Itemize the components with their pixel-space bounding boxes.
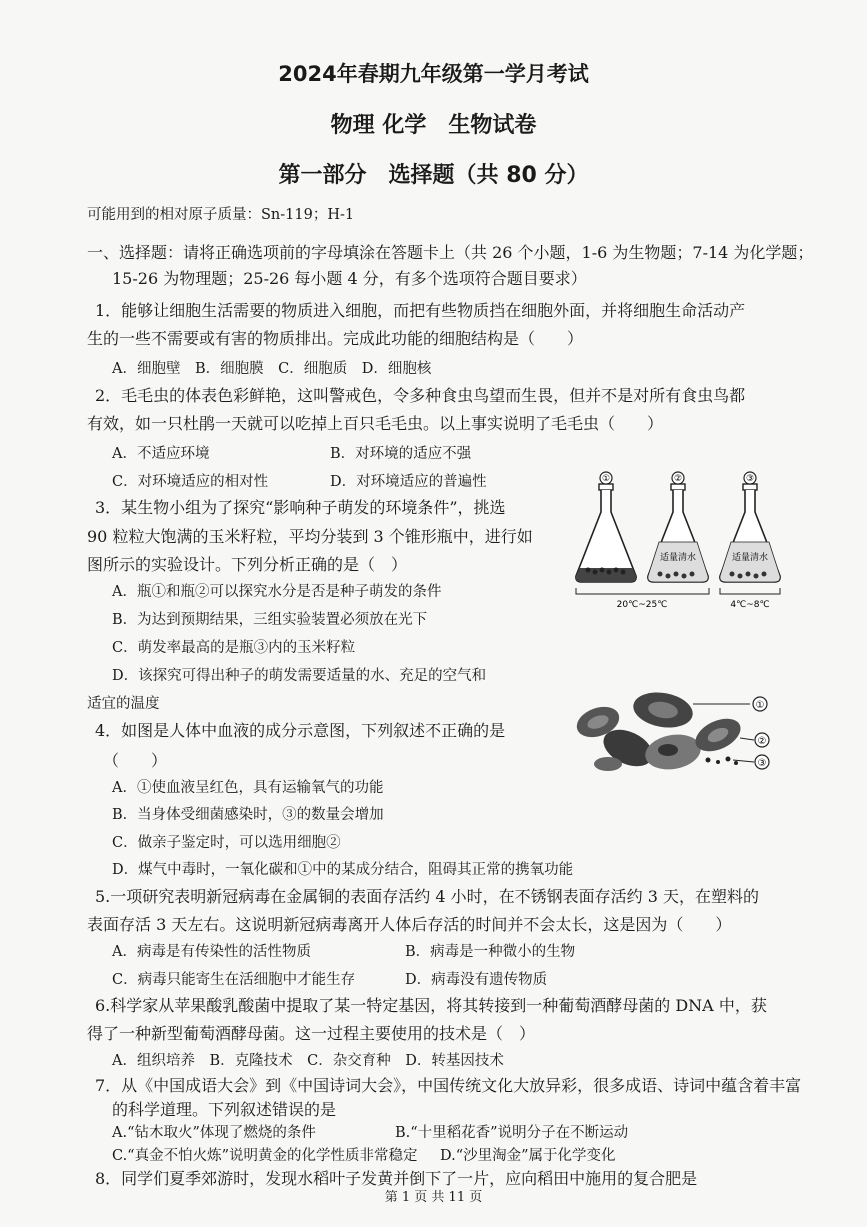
blood-label-3: ③ bbox=[757, 758, 767, 769]
q1-options: A．细胞壁 B．细胞膜 C．细胞质 D．细胞核 bbox=[112, 361, 432, 377]
q5-stem-line2: 表面存活 3 天左右。这说明新冠病毒离开人体后存活的时间并不会太长，这是因为（ ） bbox=[87, 915, 732, 934]
q3-option-d-line2: 适宜的温度 bbox=[87, 696, 160, 712]
blood-label-1: ① bbox=[755, 700, 765, 711]
temperature-bracket-left bbox=[576, 588, 709, 594]
q3-stem-line2: 90 粒粒大饱满的玉米籽粒，平均分装到 3 个锥形瓶中，进行如 bbox=[87, 527, 533, 546]
q2-option-b: B．对环境的适应不强 bbox=[330, 446, 472, 462]
q6-stem-line2: 得了一种新型葡萄酒酵母菌。这一过程主要使用的技术是（ ） bbox=[87, 1024, 536, 1043]
q1-stem-line2: 生的一些不需要或有害的物质排出。完成此功能的细胞结构是（ ） bbox=[87, 329, 584, 348]
blood-cells-figure bbox=[568, 680, 783, 780]
instructions-line2: 15-26 为物理题；25-26 每小题 4 分，有多个选项符合题目要求） bbox=[112, 269, 587, 288]
q7-option-d: D.“沙里淘金”属于化学变化 bbox=[440, 1148, 616, 1164]
q3-option-b: B．为达到预期结果，三组实验装置必须放在光下 bbox=[112, 612, 428, 628]
q6-stem-line1: 6.科学家从苹果酸乳酸菌中提取了某一特定基因，将其转接到一种葡萄酒酵母菌的 DNA 中，获 bbox=[95, 996, 767, 1015]
flask-2 bbox=[648, 472, 708, 582]
q8-stem-line1: 8．同学们夏季郊游时，发现水稻叶子发黄并倒下了一片，应向稻田中施用的复合肥是 bbox=[95, 1169, 698, 1188]
q6-options: A．组织培养 B．克隆技术 C．杂交育种 D．转基因技术 bbox=[112, 1053, 504, 1069]
temperature-left: 20℃~25℃ bbox=[616, 600, 668, 610]
flask-2-water-label: 适量清水 bbox=[659, 553, 697, 563]
q3-option-a: A．瓶①和瓶②可以探究水分是否是种子萌发的条件 bbox=[112, 584, 442, 600]
q7-option-a: A.“钻木取火”体现了燃烧的条件 bbox=[112, 1125, 316, 1141]
q3-option-d-line1: D．该探究可得出种子的萌发需要适量的水、充足的空气和 bbox=[112, 668, 487, 684]
q1-stem-line1: 1．能够让细胞生活需要的物质进入细胞，而把有些物质挡在细胞外面，并将细胞生命活动产 bbox=[95, 301, 746, 320]
q7-stem-line2: 的科学道理。下列叙述错误的是 bbox=[112, 1100, 337, 1119]
flask-1-label: ① bbox=[601, 474, 611, 484]
flask-3-label: ③ bbox=[745, 474, 755, 484]
q4-option-d: D．煤气中毒时，一氧化碳和①中的某成分结合，阻碍其正常的携氧功能 bbox=[112, 862, 574, 878]
q2-option-c: C．对环境适应的相对性 bbox=[112, 474, 269, 490]
q7-stem-line1: 7．从《中国成语大会》到《中国诗词大会》，中国传统文化大放异彩，很多成语、诗词中蕴含着丰富 bbox=[95, 1076, 802, 1095]
flask-3 bbox=[720, 472, 780, 582]
q2-stem-line1: 2．毛毛虫的体表色彩鲜艳，这叫警戒色，令多种食虫鸟望而生畏，但并不是对所有食虫鸟都 bbox=[95, 386, 746, 405]
q4-stem-line2: （ ） bbox=[103, 751, 168, 770]
q4-stem-line1: 4．如图是人体中血液的成分示意图，下列叙述不正确的是 bbox=[95, 721, 506, 740]
q2-stem-line2: 有效，如一只杜鹃一天就可以吃掉上百只毛毛虫。以上事实说明了毛毛虫（ ） bbox=[87, 414, 664, 433]
flask-2-label: ② bbox=[673, 474, 683, 484]
blood-label-2: ② bbox=[757, 736, 767, 747]
instructions-line1: 一、选择题：请将正确选项前的字母填涂在答题卡上（共 26 个小题，1-6 为生物题；7-14 为化学题； bbox=[87, 243, 814, 262]
q7-option-b: B.“十里稻花香”说明分子在不断运动 bbox=[395, 1125, 629, 1141]
part-title: 第一部分 选择题（共 80 分） bbox=[278, 163, 589, 188]
flask-1 bbox=[576, 472, 636, 582]
flasks-figure bbox=[568, 470, 783, 615]
q5-option-a: A．病毒是有传染性的活性物质 bbox=[112, 944, 311, 960]
exam-title: 2024年春期九年级第一学月考试 bbox=[278, 62, 589, 86]
q4-option-c: C．做亲子鉴定时，可以选用细胞② bbox=[112, 835, 341, 851]
q5-option-c: C．病毒只能寄生在活细胞中才能生存 bbox=[112, 972, 356, 988]
page-footer: 第 1 页 共 11 页 bbox=[384, 1190, 483, 1205]
q5-option-b: B．病毒是一种微小的生物 bbox=[405, 944, 576, 960]
flask-3-water-label: 适量清水 bbox=[731, 553, 769, 563]
q4-option-a: A．①使血液呈红色，具有运输氧气的功能 bbox=[112, 780, 384, 796]
q3-stem-line3: 图所示的实验设计。下列分析正确的是（ ） bbox=[87, 555, 408, 574]
q3-option-c: C．萌发率最高的是瓶③内的玉米籽粒 bbox=[112, 640, 356, 656]
temperature-bracket-right bbox=[720, 588, 780, 594]
subjects-title: 物理 化学 生物试卷 bbox=[330, 113, 537, 138]
q5-stem-line1: 5.一项研究表明新冠病毒在金属铜的表面存活约 4 小时，在不锈钢表面存活约 3 天，在塑料的 bbox=[95, 887, 759, 906]
q2-option-d: D．对环境适应的普遍性 bbox=[330, 474, 487, 490]
q5-option-d: D．病毒没有遗传物质 bbox=[405, 972, 548, 988]
atomic-masses: 可能用到的相对原子质量：Sn-119；H-1 bbox=[87, 207, 355, 223]
q7-option-c: C.“真金不怕火炼”说明黄金的化学性质非常稳定 bbox=[112, 1148, 418, 1164]
q3-stem-line1: 3．某生物小组为了探究“影响种子萌发的环境条件”，挑选 bbox=[95, 498, 506, 517]
q4-option-b: B．当身体受细菌感染时，③的数量会增加 bbox=[112, 807, 384, 823]
q2-option-a: A．不适应环境 bbox=[112, 446, 210, 462]
temperature-right: 4℃~8℃ bbox=[730, 600, 770, 610]
